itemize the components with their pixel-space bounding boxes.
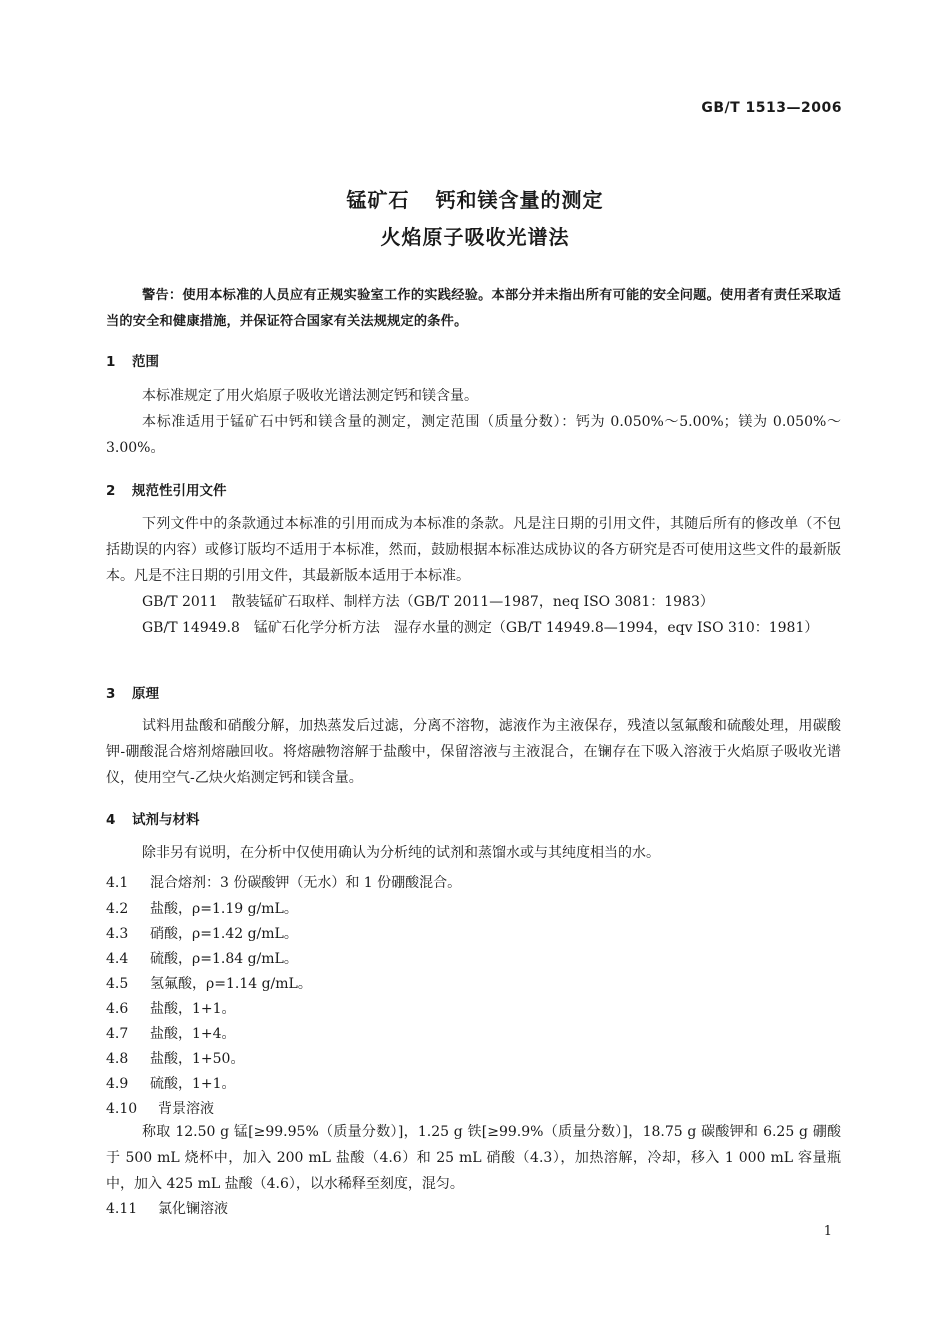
warning-text xyxy=(106,283,841,335)
section-title: 原理 xyxy=(132,686,159,702)
page-number: 1 xyxy=(823,1224,832,1239)
title-part-b: 钙和镁含量的测定 xyxy=(435,188,604,212)
item-number: 4.10 xyxy=(106,1101,138,1117)
ref-item-1: GB/T 2011 散装锰矿石取样、制样方法（GB/T 2011—1987，neq ISO 3081：1983） xyxy=(142,594,714,610)
item-text: 硫酸，ρ=1.84 g/mL。 xyxy=(150,951,298,967)
section-title: 规范性引用文件 xyxy=(132,483,227,499)
reagents-intro xyxy=(106,840,841,866)
section-heading-2 xyxy=(106,479,227,499)
reagent-item xyxy=(106,1023,236,1043)
item-text: 盐酸，1+1。 xyxy=(150,1001,236,1017)
item-text: 硫酸，1+1。 xyxy=(150,1076,236,1092)
reagent-item xyxy=(106,998,236,1018)
reagent-item xyxy=(106,1198,228,1218)
title-line-1 xyxy=(0,184,950,213)
reagent-item xyxy=(106,872,461,892)
section-heading-1 xyxy=(106,350,159,370)
item-text: 氯化镧溶液 xyxy=(158,1201,228,1217)
item-number: 4.1 xyxy=(106,875,129,891)
section-title: 范围 xyxy=(132,354,159,370)
scope-paragraph-1: 本标准规定了用火焰原子吸收光谱法测定钙和镁含量。 xyxy=(142,388,478,404)
section-heading-3 xyxy=(106,682,159,702)
reagent-item xyxy=(106,1098,214,1118)
item-text: 盐酸，1+50。 xyxy=(150,1051,245,1067)
reagent-item xyxy=(106,948,298,968)
section-title: 试剂与材料 xyxy=(132,812,200,828)
refs-paragraph: 下列文件中的条款通过本标准的引用而成为本标准的条款。凡是注日期的引用文件，其随后所有的修改单（不包括勘误的内容）或修订版均不适用于本标准，然而，鼓励根据本标准达成协议的各方研究是否可使用这些文件的最新版本。凡是不注日期的引用文件，其最新版本适用于本标准。 xyxy=(106,516,841,584)
reagent-item xyxy=(106,1048,244,1068)
section-heading-4 xyxy=(106,808,200,828)
item-number: 4.9 xyxy=(106,1076,129,1092)
section-number: 4 xyxy=(106,812,116,828)
standard-code: GB/T 1513—2006 xyxy=(701,100,842,116)
warning-paragraph: 警告：使用本标准的人员应有正规实验室工作的实践经验。本部分并未指出所有可能的安全问题。使用者有责任采取适当的安全和健康措施，并保证符合国家有关法规规定的条件。 xyxy=(106,288,841,329)
reagents-intro-paragraph: 除非另有说明，在分析中仅使用确认为分析纯的试剂和蒸馏水或与其纯度相当的水。 xyxy=(142,845,660,861)
item-text: 盐酸，ρ=1.19 g/mL。 xyxy=(150,901,298,917)
reagent-item xyxy=(106,898,298,918)
item-number: 4.6 xyxy=(106,1001,129,1017)
refs-body xyxy=(106,511,841,641)
principle-body xyxy=(106,713,841,791)
reagent-item xyxy=(106,1073,236,1093)
title-part-a: 锰矿石 xyxy=(346,188,410,212)
item-number: 4.8 xyxy=(106,1051,129,1067)
title-line-2: 火焰原子吸收光谱法 xyxy=(380,225,570,249)
reagent-item xyxy=(106,923,298,943)
item-number: 4.11 xyxy=(106,1201,138,1217)
item-number: 4.4 xyxy=(106,951,129,967)
background-paragraph: 称取 12.50 g 锰[≥99.95%（质量分数）]，1.25 g 铁[≥99.9%（质量分数）]，18.75 g 碳酸钾和 6.25 g 硼酸于 500 mL 烧杯中，加入 200 mL 盐酸（4.6）和 25 mL 硝酸（4.3），加热溶解，冷却，移入 1 000 mL 容量瓶中，加入 425 mL 盐酸（4.6），以水稀释至刻度，混匀。 xyxy=(106,1124,841,1192)
section-number: 2 xyxy=(106,483,116,499)
section-number: 3 xyxy=(106,686,116,702)
scope-paragraph-2: 本标准适用于锰矿石中钙和镁含量的测定，测定范围（质量分数）：钙为 0.050%～5.00%；镁为 0.050%～3.00%。 xyxy=(106,414,841,456)
scope-body xyxy=(106,383,841,461)
section-number: 1 xyxy=(106,354,116,370)
item-number: 4.7 xyxy=(106,1026,129,1042)
item-text: 氢氟酸，ρ=1.14 g/mL。 xyxy=(150,976,312,992)
item-number: 4.3 xyxy=(106,926,129,942)
item-text: 混合熔剂：3 份碳酸钾（无水）和 1 份硼酸混合。 xyxy=(150,875,462,891)
item-text: 盐酸，1+4。 xyxy=(150,1026,236,1042)
reagent-item xyxy=(106,973,312,993)
ref-item-2: GB/T 14949.8 锰矿石化学分析方法 湿存水量的测定（GB/T 14949.8—1994，eqv ISO 310：1981） xyxy=(142,620,819,636)
item-text: 背景溶液 xyxy=(158,1101,214,1117)
principle-paragraph: 试料用盐酸和硝酸分解，加热蒸发后过滤，分离不溶物，滤液作为主液保存，残渣以氢氟酸和硫酸处理，用碳酸钾-硼酸混合熔剂熔融回收。将熔融物溶解于盐酸中，保留溶液与主液混合，在镧存在下吸入溶液于火焰原子吸收光谱仪，使用空气-乙炔火焰测定钙和镁含量。 xyxy=(106,718,841,786)
item-number: 4.5 xyxy=(106,976,129,992)
background-solution-body xyxy=(106,1119,841,1197)
item-number: 4.2 xyxy=(106,901,129,917)
item-text: 硝酸，ρ=1.42 g/mL。 xyxy=(150,926,298,942)
